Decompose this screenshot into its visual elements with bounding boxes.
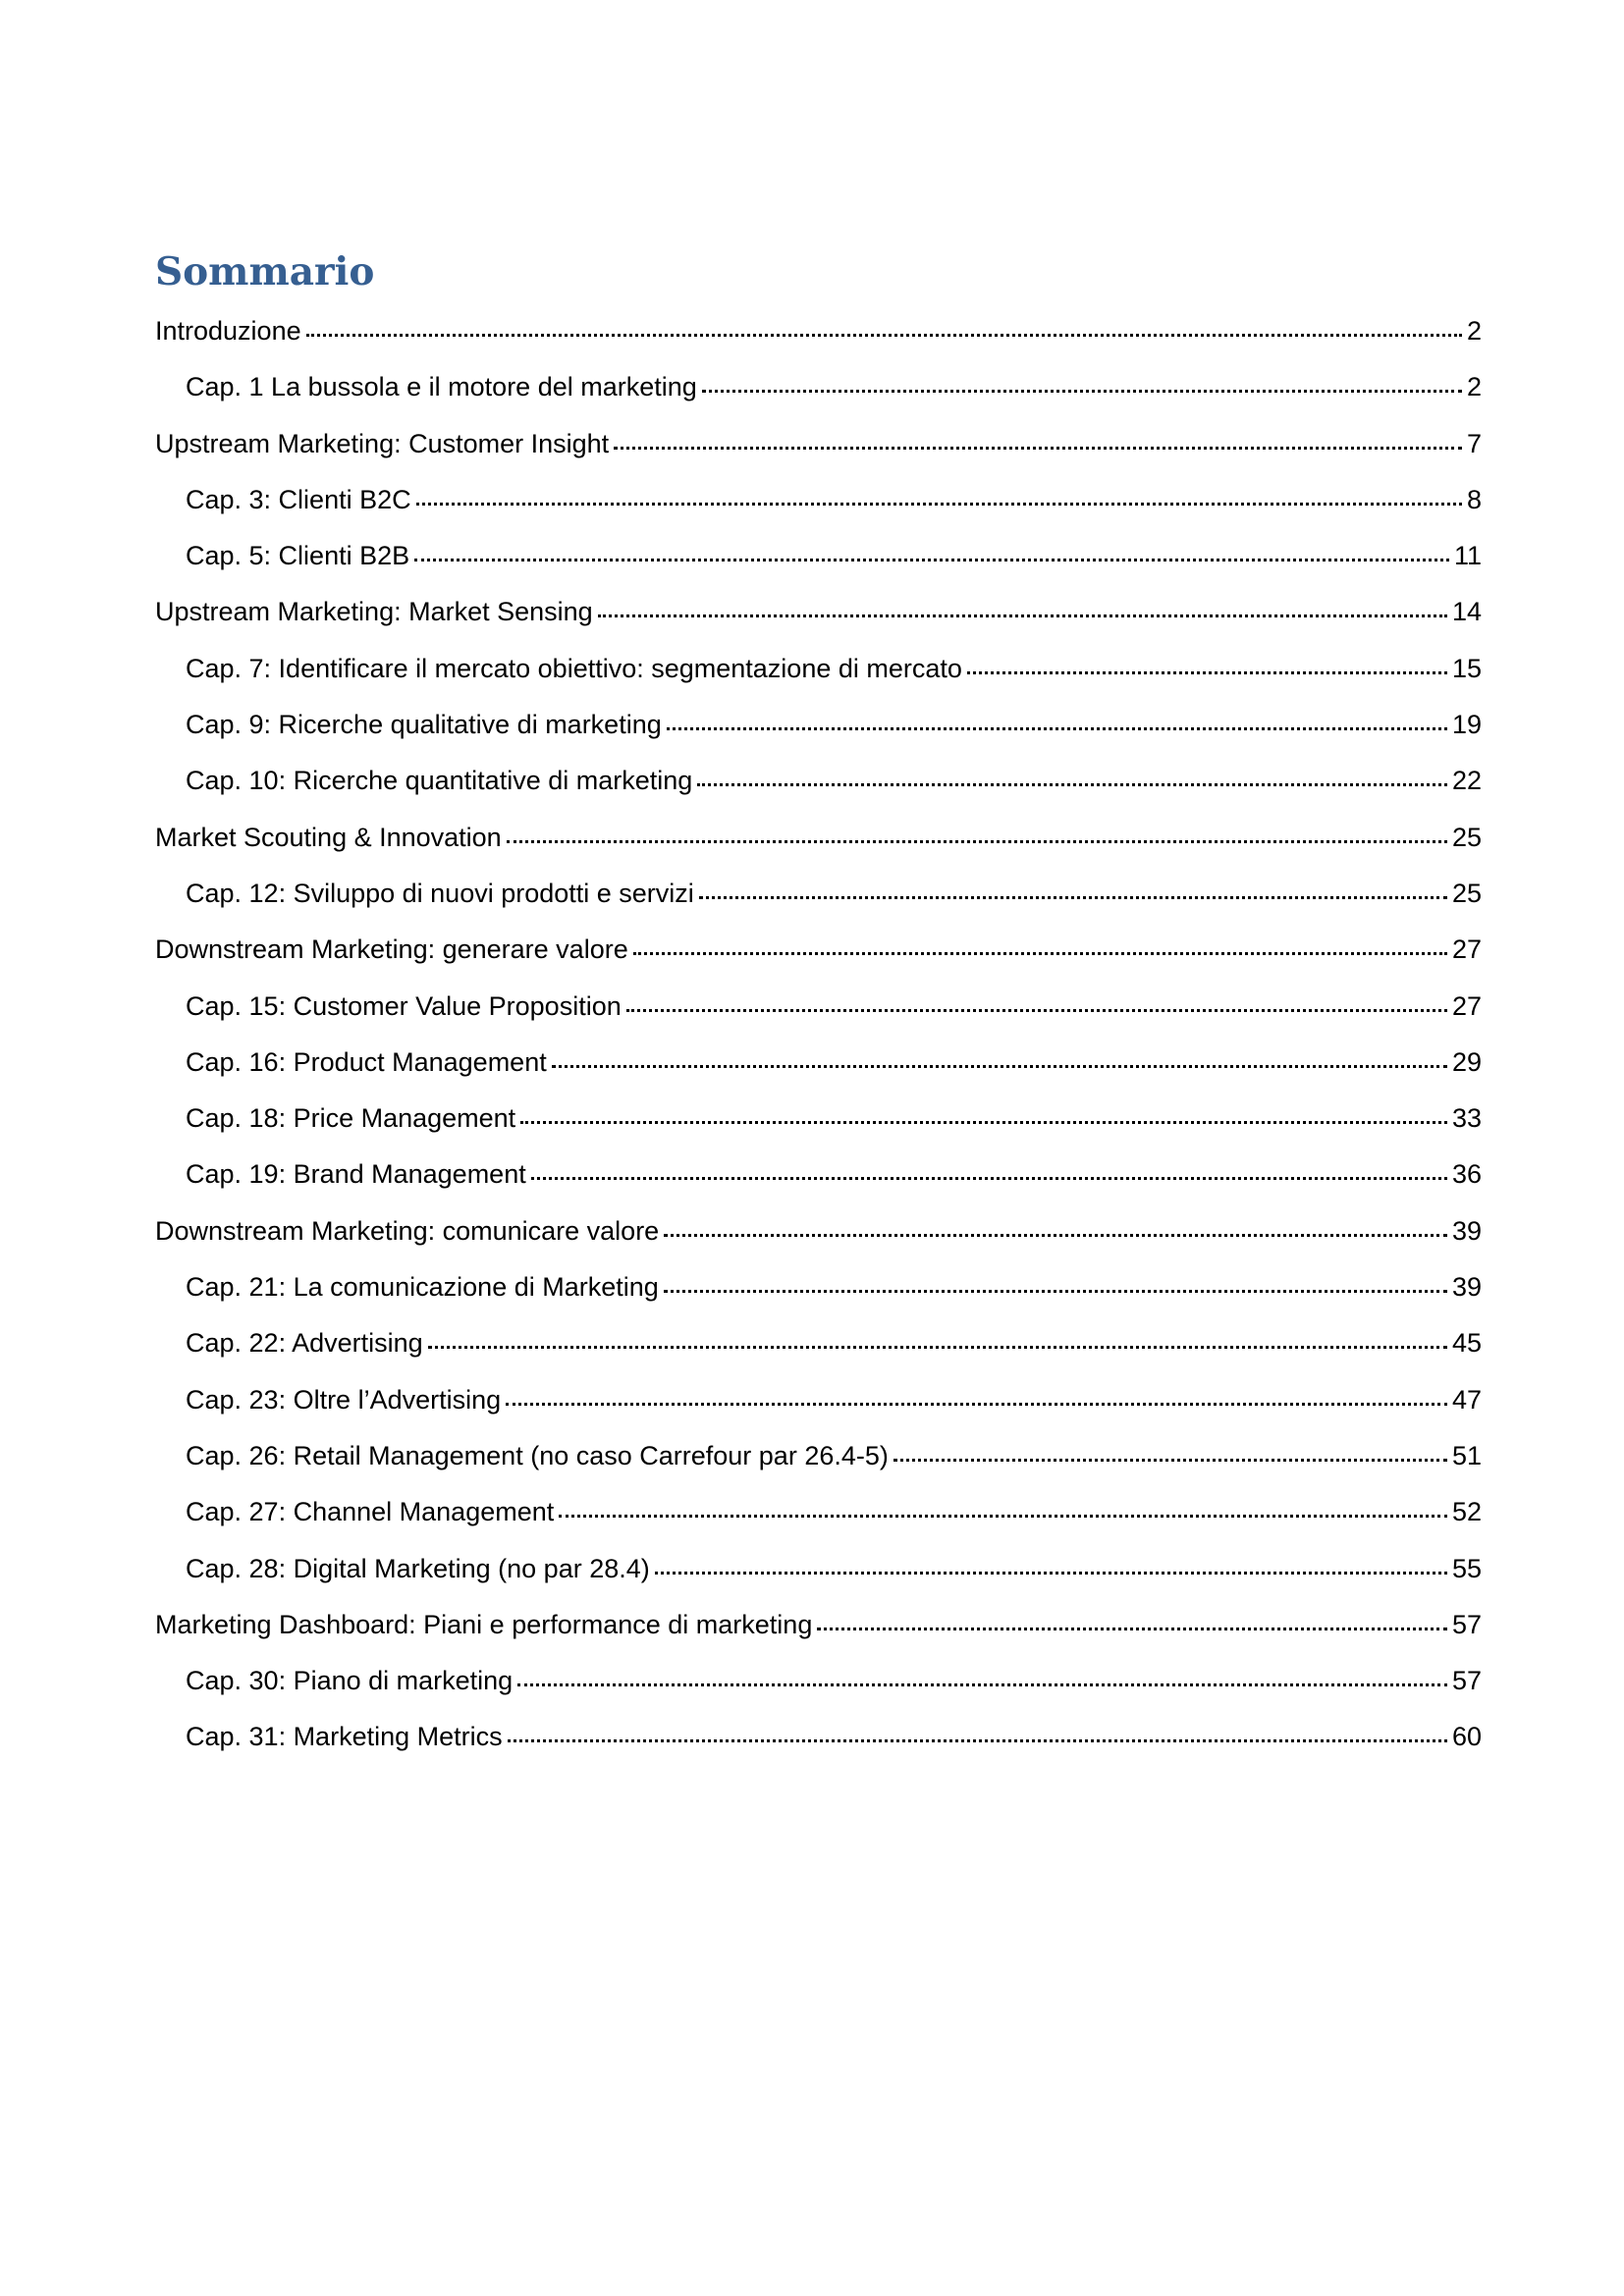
toc-page-number[interactable]: 57 <box>1451 1666 1482 1696</box>
toc-chapter-entry[interactable] <box>155 987 1482 1042</box>
toc-entry-text[interactable]: Downstream Marketing: generare valore <box>155 934 628 965</box>
toc-dot-leader <box>697 783 1447 786</box>
toc-page-number[interactable]: 15 <box>1451 653 1482 683</box>
toc-page-number[interactable]: 7 <box>1466 428 1482 458</box>
toc-chapter-entry[interactable] <box>155 536 1482 592</box>
toc-entry-text[interactable]: Cap. 27: Channel Management <box>186 1497 555 1527</box>
toc-list <box>155 311 1482 1774</box>
toc-entry-text[interactable]: Cap. 26: Retail Management (no caso Carrefour par 26.4-5) <box>186 1440 889 1470</box>
toc-chapter-entry[interactable] <box>155 480 1482 536</box>
toc-page-number[interactable]: 22 <box>1451 766 1482 796</box>
toc-section-entry[interactable] <box>155 311 1482 367</box>
toc-entry-text[interactable]: Cap. 15: Customer Value Proposition <box>186 990 622 1021</box>
toc-dot-leader <box>614 447 1462 450</box>
toc-page-number[interactable]: 25 <box>1451 822 1482 852</box>
toc-dot-leader <box>507 840 1447 843</box>
toc-page-number[interactable]: 51 <box>1451 1440 1482 1470</box>
toc-dot-leader <box>520 1121 1447 1124</box>
toc-entry-text[interactable]: Cap. 28: Digital Marketing (no par 28.4) <box>186 1553 650 1583</box>
toc-entry-text[interactable]: Introduzione <box>155 316 301 346</box>
toc-dot-leader <box>416 503 1462 506</box>
toc-section-entry[interactable] <box>155 1605 1482 1661</box>
toc-entry-text[interactable]: Downstream Marketing: comunicare valore <box>155 1215 660 1246</box>
toc-entry-text[interactable]: Cap. 10: Ricerche quantitative di marketing <box>186 766 693 796</box>
toc-chapter-entry[interactable] <box>155 367 1482 423</box>
toc-chapter-entry[interactable] <box>155 1717 1482 1773</box>
toc-entry-text[interactable]: Cap. 23: Oltre l’Advertising <box>186 1384 502 1415</box>
toc-section-entry[interactable] <box>155 1211 1482 1267</box>
toc-dot-leader <box>664 1290 1447 1293</box>
toc-chapter-entry[interactable] <box>155 1436 1482 1492</box>
toc-page-number[interactable]: 25 <box>1451 878 1482 908</box>
toc-dot-leader <box>559 1515 1447 1518</box>
toc-dot-leader <box>893 1459 1447 1462</box>
toc-entry-text[interactable]: Cap. 16: Product Management <box>186 1046 547 1077</box>
toc-dot-leader <box>414 559 1449 561</box>
toc-chapter-entry[interactable] <box>155 874 1482 930</box>
toc-chapter-entry[interactable] <box>155 1154 1482 1210</box>
toc-page-number[interactable]: 60 <box>1451 1722 1482 1752</box>
toc-page-number[interactable]: 36 <box>1451 1159 1482 1190</box>
toc-chapter-entry[interactable] <box>155 1098 1482 1154</box>
toc-dot-leader <box>633 952 1447 955</box>
toc-chapter-entry[interactable] <box>155 1380 1482 1436</box>
toc-page-number[interactable]: 52 <box>1451 1497 1482 1527</box>
toc-dot-leader <box>531 1177 1447 1180</box>
toc-entry-text[interactable]: Cap. 19: Brand Management <box>186 1159 526 1190</box>
toc-page-number[interactable]: 27 <box>1451 990 1482 1021</box>
toc-chapter-entry[interactable] <box>155 1549 1482 1605</box>
toc-dot-leader <box>967 671 1447 674</box>
toc-entry-text[interactable]: Cap. 7: Identificare il mercato obiettivo: segmentazione di mercato <box>186 653 962 683</box>
toc-entry-text[interactable]: Cap. 31: Marketing Metrics <box>186 1722 503 1752</box>
toc-page-number[interactable]: 45 <box>1451 1328 1482 1359</box>
toc-dot-leader <box>667 727 1447 730</box>
toc-page-number[interactable]: 39 <box>1451 1272 1482 1303</box>
toc-dot-leader <box>598 614 1447 617</box>
toc-chapter-entry[interactable] <box>155 1661 1482 1717</box>
toc-chapter-entry[interactable] <box>155 761 1482 817</box>
toc-entry-text[interactable]: Upstream Marketing: Customer Insight <box>155 428 610 458</box>
toc-entry-text[interactable]: Cap. 18: Price Management <box>186 1103 516 1134</box>
toc-page-number[interactable]: 2 <box>1466 316 1482 346</box>
toc-entry-text[interactable]: Cap. 1 La bussola e il motore del marketing <box>186 372 697 402</box>
toc-entry-text[interactable]: Cap. 5: Clienti B2B <box>186 541 410 571</box>
toc-section-entry[interactable] <box>155 592 1482 648</box>
toc-page-number[interactable]: 11 <box>1453 541 1482 571</box>
toc-page-number[interactable]: 27 <box>1451 934 1482 965</box>
toc-entry-text[interactable]: Marketing Dashboard: Piani e performance di marketing <box>155 1609 813 1639</box>
toc-entry-text[interactable]: Cap. 3: Clienti B2C <box>186 484 411 514</box>
toc-dot-leader <box>664 1234 1447 1237</box>
toc-entry-text[interactable]: Cap. 30: Piano di marketing <box>186 1666 514 1696</box>
toc-chapter-entry[interactable] <box>155 1323 1482 1379</box>
toc-section-entry[interactable] <box>155 930 1482 986</box>
toc-entry-text[interactable]: Cap. 12: Sviluppo di nuovi prodotti e servizi <box>186 878 694 908</box>
toc-title: Sommario <box>155 249 375 294</box>
toc-dot-leader <box>626 1009 1447 1012</box>
toc-dot-leader <box>506 1403 1447 1406</box>
toc-dot-leader <box>817 1628 1447 1630</box>
toc-page-number[interactable]: 8 <box>1466 484 1482 514</box>
toc-section-entry[interactable] <box>155 424 1482 480</box>
toc-page-number[interactable]: 14 <box>1451 597 1482 627</box>
toc-entry-text[interactable]: Cap. 22: Advertising <box>186 1328 423 1359</box>
toc-chapter-entry[interactable] <box>155 1267 1482 1323</box>
toc-dot-leader <box>428 1346 1447 1349</box>
toc-dot-leader <box>306 334 1462 337</box>
toc-section-entry[interactable] <box>155 818 1482 874</box>
toc-dot-leader <box>655 1572 1447 1575</box>
toc-dot-leader <box>517 1683 1447 1686</box>
toc-dot-leader <box>508 1739 1447 1742</box>
toc-chapter-entry[interactable] <box>155 1492 1482 1548</box>
toc-dot-leader <box>699 896 1447 899</box>
toc-entry-text[interactable]: Cap. 21: La comunicazione di Marketing <box>186 1272 659 1303</box>
toc-page-number[interactable]: 33 <box>1451 1103 1482 1134</box>
toc-dot-leader <box>702 390 1462 393</box>
toc-chapter-entry[interactable] <box>155 1042 1482 1098</box>
toc-page-number[interactable]: 29 <box>1451 1046 1482 1077</box>
toc-page-number[interactable]: 55 <box>1451 1553 1482 1583</box>
toc-chapter-entry[interactable] <box>155 705 1482 761</box>
toc-page-number[interactable]: 47 <box>1451 1384 1482 1415</box>
toc-chapter-entry[interactable] <box>155 649 1482 705</box>
toc-entry-text[interactable]: Market Scouting & Innovation <box>155 822 502 852</box>
toc-page-number[interactable]: 19 <box>1451 710 1482 740</box>
toc-entry-text[interactable]: Cap. 9: Ricerche qualitative di marketing <box>186 710 662 740</box>
toc-dot-leader <box>552 1065 1447 1068</box>
toc-page-number[interactable]: 39 <box>1451 1215 1482 1246</box>
toc-page-number[interactable]: 2 <box>1466 372 1482 402</box>
toc-page-number[interactable]: 57 <box>1451 1609 1482 1639</box>
toc-entry-text[interactable]: Upstream Marketing: Market Sensing <box>155 597 593 627</box>
